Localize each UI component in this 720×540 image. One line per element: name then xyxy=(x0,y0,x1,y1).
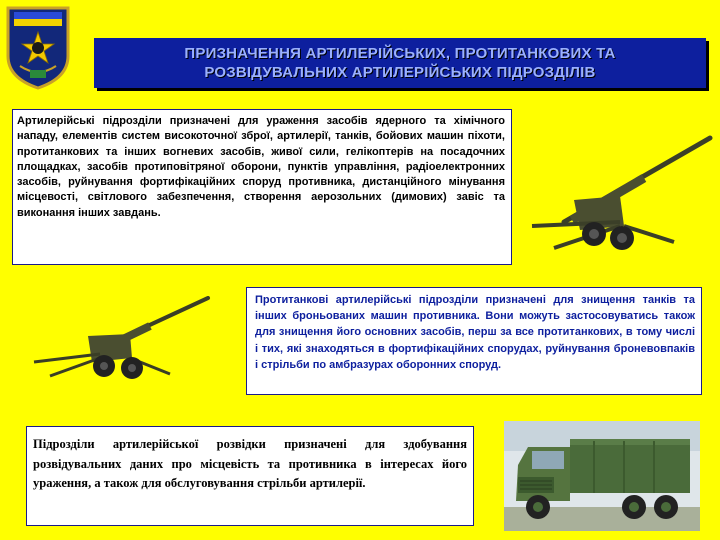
artillery-purpose-text: Артилерійські підрозділи призначені для ураження засобів ядерного та хімічного нападу, елементів систем високоточної зброї, артилерії, танків, бойових машин піхоти, протитанкових та інших вогневих засобів, живої сили, гелікоптерів на посадочних площадках, засобів протиповітряної оборони, пунктів управління, радіоелектронних засобів, руйнування фортифікаційних споруд противника, дистанційного мінування місцевості, світлового забезпечення, створення аерозольних (димових) завіс та виконання інших завдань. xyxy=(17,115,505,219)
military-emblem-icon xyxy=(4,4,72,90)
page-title xyxy=(94,38,706,88)
recon-purpose-text-box xyxy=(26,426,474,526)
artillery-purpose-text-box xyxy=(12,109,512,265)
antitank-purpose-text-box xyxy=(246,287,702,395)
title-line-2: РОЗВІДУВАЛЬНИХ АРТИЛЕРІЙСЬКИХ ПІДРОЗДІЛІВ xyxy=(204,64,596,81)
towed-field-gun-icon xyxy=(30,296,216,382)
title-line-1: ПРИЗНАЧЕННЯ АРТИЛЕРІЙСЬКИХ, ПРОТИТАНКОВИХ ТА xyxy=(184,45,616,62)
towed-howitzer-icon xyxy=(524,130,716,254)
antitank-purpose-text: Протитанкові артилерійські підрозділи призначені для знищення танків та інших броньованих машин противника. Вони можуть застосовуватись також для знищення його основних засобів, перш за все протитанкових, в тому числі і тих, які знаходяться в фортифікаційних спорудах, руйнування броневовпаків і стрільби по амбразурах оборонних споруд. xyxy=(255,294,695,371)
recon-purpose-text: Підрозділи артилерійської розвідки призначені для здобування розвідувальних даних про місцевість та противника в інтересах його ураження, а також для обслуговування стрільби артилерії. xyxy=(33,437,467,490)
military-truck-icon xyxy=(504,421,700,531)
